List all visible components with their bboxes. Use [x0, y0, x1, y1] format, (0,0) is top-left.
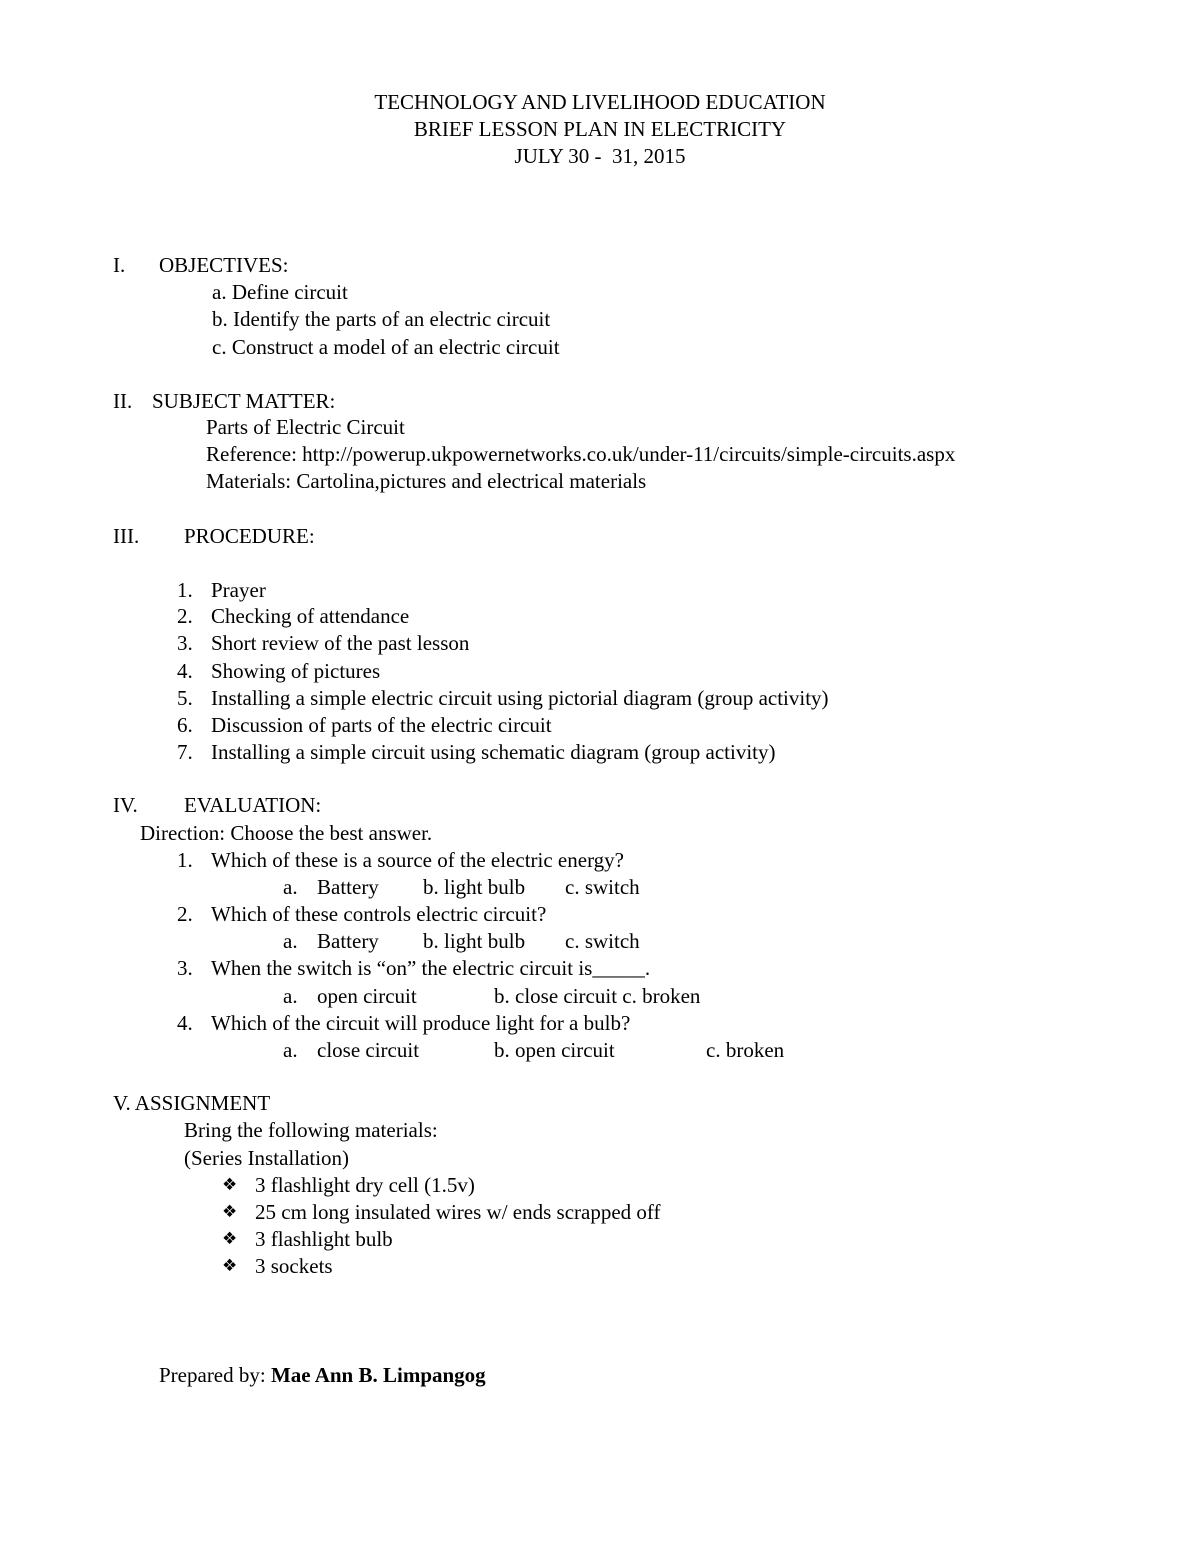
- question-number: 3.: [177, 956, 193, 980]
- step-number: 5.: [177, 686, 193, 710]
- choice-option: open circuit: [317, 984, 417, 1008]
- assignment-subtitle: (Series Installation): [184, 1146, 350, 1170]
- choice-option: b. light bulb: [423, 875, 526, 899]
- choice-option: Battery: [317, 875, 379, 899]
- diamond-bullet-icon: ❖: [222, 1256, 238, 1276]
- choice-letter: a.: [283, 929, 298, 953]
- question-number: 1.: [177, 848, 193, 872]
- doc-title: TECHNOLOGY AND LIVELIHOOD EDUCATION: [374, 90, 826, 114]
- question-number: 2.: [177, 902, 193, 926]
- assignment-item: 3 sockets: [255, 1254, 333, 1278]
- doc-date: JULY 30 - 31, 2015: [514, 144, 686, 168]
- step-number: 6.: [177, 713, 193, 737]
- prepared-by: [159, 1362, 486, 1389]
- diamond-bullet-icon: ❖: [222, 1202, 238, 1222]
- question-number: 4.: [177, 1011, 193, 1035]
- section-heading-evaluation: EVALUATION:: [184, 793, 322, 817]
- section-heading-procedure: PROCEDURE:: [184, 524, 315, 548]
- step-number: 1.: [177, 578, 193, 602]
- subject-topic: Parts of Electric Circuit: [206, 415, 405, 439]
- objective-item: b. Identify the parts of an electric circuit: [212, 307, 551, 331]
- procedure-step: Discussion of parts of the electric circuit: [211, 713, 552, 737]
- choice-option: Battery: [317, 929, 379, 953]
- diamond-bullet-icon: ❖: [222, 1229, 238, 1249]
- assignment-intro: Bring the following materials:: [184, 1118, 438, 1142]
- diamond-bullet-icon: ❖: [222, 1175, 238, 1195]
- assignment-item: 3 flashlight dry cell (1.5v): [255, 1173, 475, 1197]
- question-text: When the switch is “on” the electric circuit is_____.: [211, 956, 651, 980]
- section-heading-assignment: V. ASSIGNMENT: [113, 1091, 271, 1115]
- assignment-item: 3 flashlight bulb: [255, 1227, 393, 1251]
- choice-option: c. switch: [565, 929, 640, 953]
- section-heading-subject-matter: SUBJECT MATTER:: [152, 389, 336, 413]
- objective-item: a. Define circuit: [212, 280, 348, 304]
- procedure-step: Installing a simple electric circuit using pictorial diagram (group activity): [211, 686, 829, 710]
- doc-subtitle: BRIEF LESSON PLAN IN ELECTRICITY: [413, 117, 787, 141]
- choice-option: b. open circuit: [494, 1038, 615, 1062]
- choice-letter: a.: [283, 875, 298, 899]
- choice-option: close circuit: [317, 1038, 420, 1062]
- procedure-step: Prayer: [211, 578, 266, 602]
- procedure-step: Checking of attendance: [211, 604, 410, 628]
- choice-option: c. switch: [565, 875, 640, 899]
- author-name: Mae Ann B. Limpangog: [270, 1363, 486, 1387]
- section-numeral: IV.: [113, 793, 138, 817]
- subject-materials: Materials: Cartolina,pictures and electrical materials: [206, 469, 647, 493]
- step-number: 7.: [177, 740, 193, 764]
- assignment-item: 25 cm long insulated wires w/ ends scrapped off: [255, 1200, 661, 1224]
- step-number: 3.: [177, 631, 193, 655]
- objective-item: c. Construct a model of an electric circuit: [212, 335, 560, 359]
- evaluation-direction: Direction: Choose the best answer.: [140, 821, 433, 845]
- choice-option: b. light bulb: [423, 929, 526, 953]
- procedure-step: Showing of pictures: [211, 659, 381, 683]
- section-numeral: II.: [113, 389, 133, 413]
- question-text: Which of these is a source of the electric energy?: [211, 848, 625, 872]
- step-number: 2.: [177, 604, 193, 628]
- question-text: Which of these controls electric circuit?: [211, 902, 547, 926]
- question-text: Which of the circuit will produce light for a bulb?: [211, 1011, 631, 1035]
- section-heading-objectives: OBJECTIVES:: [159, 253, 289, 277]
- choice-letter: a.: [283, 1038, 298, 1062]
- choice-option: b. close circuit c. broken: [494, 984, 701, 1008]
- subject-reference: Reference: http://powerup.ukpowernetworks.co.uk/under-11/circuits/simple-circuits.aspx: [206, 442, 956, 466]
- choice-option: c. broken: [706, 1038, 785, 1062]
- procedure-step: Installing a simple circuit using schematic diagram (group activity): [211, 740, 776, 764]
- step-number: 4.: [177, 659, 193, 683]
- prepared-by-label: Prepared by:: [159, 1363, 271, 1387]
- section-numeral: III.: [113, 524, 140, 548]
- choice-letter: a.: [283, 984, 298, 1008]
- procedure-step: Short review of the past lesson: [211, 631, 470, 655]
- section-numeral: I.: [113, 253, 126, 277]
